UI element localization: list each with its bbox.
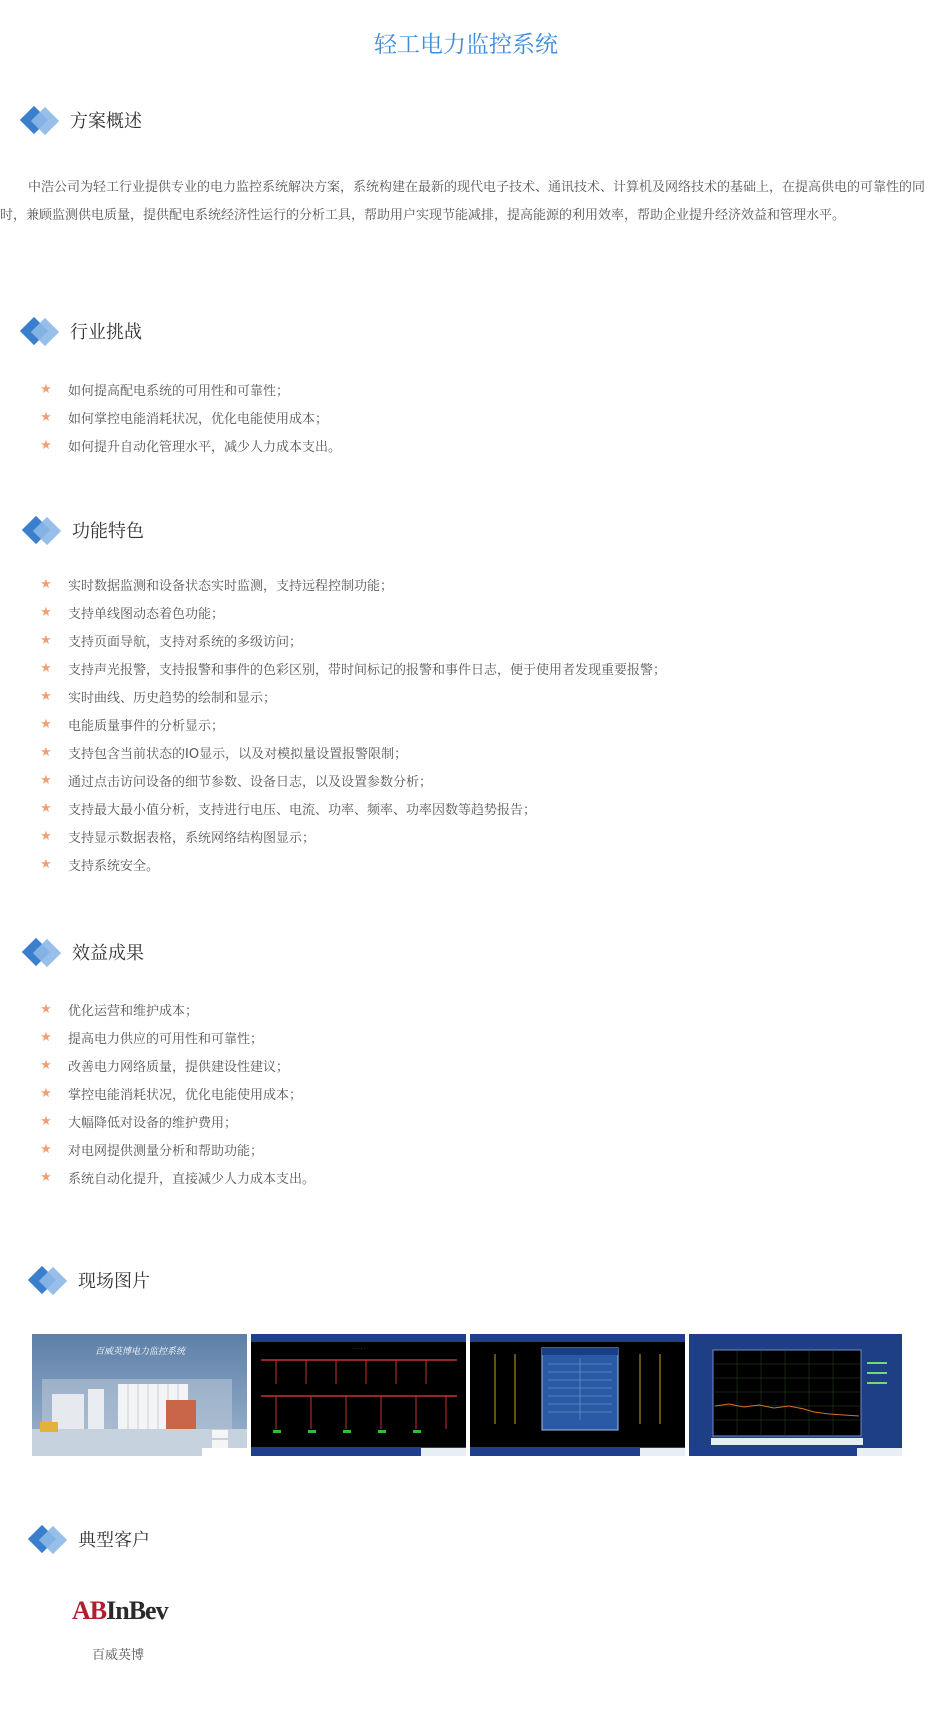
list-item: ★ 支持声光报警，支持报警和事件的色彩区别，带时间标记的报警和事件日志，便于使用者发现重要报警； [38, 654, 666, 682]
list-item: ★ 对电网提供测量分析和帮助功能； [38, 1135, 315, 1163]
section-challenges-title: 行业挑战 [70, 322, 142, 343]
site-photo-1[interactable] [32, 1334, 247, 1456]
diamond-icon [20, 313, 64, 349]
star-icon: ★ [40, 800, 52, 816]
list-item: ★ 系统自动化提升，直接减少人力成本支出。 [38, 1163, 315, 1191]
site-photo-1-caption: 百威英博电力监控系统 [94, 1346, 186, 1356]
star-icon: ★ [40, 576, 52, 592]
challenges-list [38, 375, 341, 459]
list-item: ★ 掌控电能消耗状况，优化电能使用成本； [38, 1079, 315, 1107]
list-item: ★ 如何提升自动化管理水平，减少人力成本支出。 [38, 431, 341, 459]
diamond-icon [20, 102, 64, 138]
star-icon: ★ [40, 856, 52, 872]
site-photo-gallery [32, 1334, 902, 1456]
star-icon: ★ [40, 437, 52, 453]
star-icon: ★ [40, 604, 52, 620]
list-item: ★ 支持单线图动态着色功能； [38, 598, 666, 626]
star-icon: ★ [40, 1141, 52, 1157]
section-overview-title: 方案概述 [70, 111, 142, 132]
svg-text:· · · · ·: · · · · · [353, 1346, 365, 1351]
list-item: ★ 支持最大最小值分析，支持进行电压、电流、功率、频率、功率因数等趋势报告； [38, 794, 666, 822]
star-icon: ★ [40, 1001, 52, 1017]
section-overview-header [20, 102, 142, 138]
section-photos-header [28, 1262, 150, 1298]
overview-paragraph: 中浩公司为轻工行业提供专业的电力监控系统解决方案，系统构建在最新的现代电子技术、通讯技术、计算机及网络技术的基础上，在提高供电的可靠性的同时，兼顾监测供电质量，提供配电系统经济性运行的分析工具，帮助用户实现节能减排，提高能源的利用效率，帮助企业提升经济效益和管理水平。 [0, 180, 926, 223]
section-features-header [22, 512, 144, 548]
list-item: ★ 大幅降低对设备的维护费用； [38, 1107, 315, 1135]
star-icon: ★ [40, 381, 52, 397]
star-icon: ★ [40, 409, 52, 425]
star-icon: ★ [40, 632, 52, 648]
benefits-list [38, 995, 315, 1191]
star-icon: ★ [40, 1029, 52, 1045]
page-title: 轻工电力监控系统 [374, 32, 558, 58]
star-icon: ★ [40, 828, 52, 844]
star-icon: ★ [40, 772, 52, 788]
list-item: ★ 如何提高配电系统的可用性和可靠性； [38, 375, 341, 403]
list-item: ★ 优化运营和维护成本； [38, 995, 315, 1023]
star-icon: ★ [40, 1057, 52, 1073]
diamond-icon [22, 934, 66, 970]
site-photo-2[interactable] [251, 1334, 466, 1456]
diamond-icon [28, 1262, 72, 1298]
diamond-icon [22, 512, 66, 548]
star-icon: ★ [40, 1085, 52, 1101]
star-icon: ★ [40, 1113, 52, 1129]
section-photos-title: 现场图片 [78, 1271, 150, 1292]
section-customers-title: 典型客户 [78, 1530, 150, 1551]
list-item: ★ 改善电力网络质量，提供建设性建议； [38, 1051, 315, 1079]
star-icon: ★ [40, 660, 52, 676]
customer-logo-abinbev[interactable]: ABInBev [72, 1596, 168, 1625]
list-item: ★ 支持系统安全。 [38, 850, 666, 878]
features-list [38, 570, 666, 878]
list-item: ★ 电能质量事件的分析显示； [38, 710, 666, 738]
customer-name: 百威英博 [92, 1648, 145, 1663]
list-item: ★ 如何掌控电能消耗状况，优化电能使用成本； [38, 403, 341, 431]
section-benefits-title: 效益成果 [72, 943, 144, 964]
list-item: ★ 实时曲线、历史趋势的绘制和显示； [38, 682, 666, 710]
section-customers-header [28, 1521, 150, 1557]
list-item: ★ 支持页面导航，支持对系统的多级访问； [38, 626, 666, 654]
list-item: ★ 实时数据监测和设备状态实时监测，支持远程控制功能； [38, 570, 666, 598]
star-icon: ★ [40, 688, 52, 704]
section-benefits-header [22, 934, 144, 970]
site-photo-3[interactable] [470, 1334, 685, 1456]
list-item: ★ 支持包含当前状态的IO显示，以及对模拟量设置报警限制； [38, 738, 666, 766]
list-item: ★ 通过点击访问设备的细节参数、设备日志，以及设置参数分析； [38, 766, 666, 794]
list-item: ★ 提高电力供应的可用性和可靠性； [38, 1023, 315, 1051]
section-challenges-header [20, 313, 142, 349]
section-features-title: 功能特色 [72, 521, 144, 542]
list-item: ★ 支持显示数据表格，系统网络结构图显示； [38, 822, 666, 850]
star-icon: ★ [40, 744, 52, 760]
site-photo-4[interactable] [689, 1334, 902, 1456]
star-icon: ★ [40, 1169, 52, 1185]
star-icon: ★ [40, 716, 52, 732]
diamond-icon [28, 1521, 72, 1557]
